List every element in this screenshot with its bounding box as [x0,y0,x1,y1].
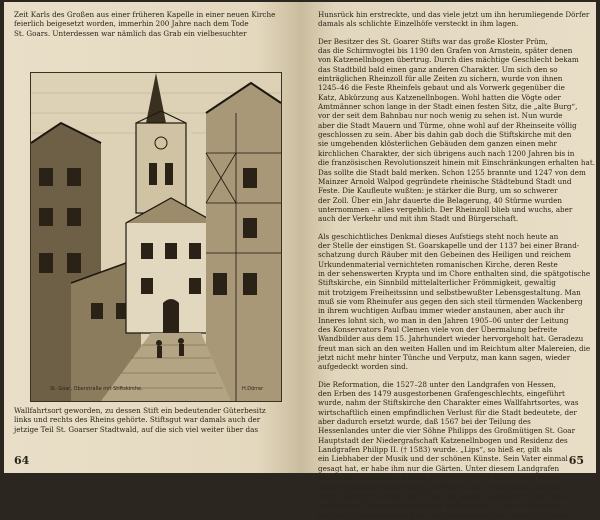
text-line: in der sehenswerten Krypta und im Chore enthalten sind, die spätgotische [318,268,591,278]
left-top-text [14,10,282,38]
text-line: vor der seit dem Bahnbau nur noch wenig zu sehen ist. Nun wurde [318,111,563,121]
text-line: den Erben des 1479 ausgestorbenen Grafengeschlechts, eingeführt [318,389,565,399]
text-line: auch der Verkehr und mit ihm Stadt und Bürgerschaft. [318,214,519,224]
text-line: Die Reformation, die 1527–28 unter den Landgrafen von Hessen, [318,379,556,389]
text-line: Feste. Die Kaufleute wußten: je stärker die Burg, um so schwerer [318,186,558,196]
text-line: das Stadtbild bald einen ganz anderen Charakter. Um sich den so [318,64,558,74]
text-line: Wandbilder aus dem 15. Jahrhundert wieder hervorgeholt hat. Geradezu [318,334,584,344]
text-line: Katz, Abkürzung aus Katzenellnbogen. Wohl hatten die Vögte oder [318,92,561,102]
page-number-left: 64 [14,454,30,467]
text-line: mit 40 Jahren ins Grab sank. Sein und seiner Gemahlin (†1609) Grab- [318,491,572,501]
artist-signature: H.Dörrer [242,386,264,392]
text-line: St. Goars. Unterdessen war nämlich das Grab ein vielbesuchter [14,28,247,38]
text-line: von Katzenellnbogen übertrug. Durch dies mächtige Geschlecht bekam [318,55,579,65]
text-line: Landgrafen Philipp II. († 1583) wurde. „Lips“, so hieß er, gilt als [318,445,553,455]
text-line [318,29,584,37]
text-line: aber dadurch ersetzt wurde, daß 1567 bei der Teilung des [318,417,531,427]
text-line: mit trotzigem Freiheitssinn und selbstbewußter Lebensgestaltung. Man [318,287,581,297]
text-line: der Stelle der einstigen St. Goarskapelle und der 1137 bei einer Brand- [318,240,580,250]
text-line: des Konservators Paul Clemen viele von der Übermalung befreite [318,325,558,334]
text-line: die französischen Revolutionszeit hinein mit Einschränkungen erhalten hat. [318,158,595,168]
text-line: Amtmänner schon lange in der Stadt einen festen Sitz, die „alte Burg“, [318,102,578,112]
text-line: wirtschaftlich einen empfindlichen Verlust für die Stadt bedeutete, der [318,407,577,417]
left-page [4,2,300,473]
text-line: feierlich beigesetzt worden, immerhin 200 Jahre nach dem Tode [14,19,249,29]
text-line: damals als schlichte Einzelhöfe versteckt in ihm lagen. [318,19,519,29]
text-line: unternommen – alles vergeblich. Der Rheinzoll blieb und wuchs, aber [318,204,573,214]
text-line: schatzung durch Räuber mit den Gebeinen des Heiligen und reichem [318,250,571,260]
text-line: links und rechts des Rheins gehörte. Stiftsgut war damals auch der [14,415,261,425]
text-line: Hunsrück hin erstreckte, und das viele jetzt um ihn herumliegende Dörfer [318,10,590,19]
text-line: einträglichen Rheinzoll für alle Zeiten zu sichern, wurde von ihnen [318,74,563,84]
text-line: einer der blühendsten Städte am Rhein, und der Rheinzoll brachte [318,482,562,492]
text-line: Zeit Karls des Großen aus einer früheren Kapelle in einer neuen Kirche [14,10,276,19]
right-body-text [318,10,595,520]
text-line: Inneres lohnt sich, wo man in den Jahren 1905–06 unter der Leitung [318,315,569,325]
text-line: Urkundenmaterial vernichteten romanischen Kirche, deren Reste [318,259,558,269]
text-line: jetzt nicht mehr hinter Tünche und Verputz, man kann sagen, wieder [318,353,571,363]
text-line: 1245–46 die Feste Rheinfels gebaut und als Vorwerk gegenüber die [318,83,565,93]
text-line: geschlossen zu sein. Aber bis dahin gab doch die Stiftskirche mit den [318,130,572,140]
text-line: sie umgebenden klösterlichen Gebäuden dem ganzen einen mehr [318,139,557,149]
text-line: jetzige Teil St. Goarser Stadtwald, auf die sich viel weiter über das [14,424,259,434]
right-page [300,2,596,520]
text-line: freut man sich an den weiten Hallen und im Reichtum alter Malereien, die [318,343,591,353]
text-line: das die Schirmvogtei bis 1190 den Grafen von Arnstein, später denen [318,46,573,56]
illustration-street-with-church [30,72,282,402]
text-line: wurde das Rheinfelser Schloß erweitert und St. Goar durch ihn zu [318,473,561,483]
text-line: Als geschichtliches Denkmal dieses Aufstiegs steht noch heute an [318,231,559,241]
text-line: kirchlichen Charakter, der sich übrigens auch nach 1200 Jahren bis in [318,148,575,158]
text-line: Hauptstadt der Niedergrafschaft Katzenellnbogen und Residenz des [318,435,568,445]
left-bottom-text [14,406,282,434]
text-line: Stiftskirche, ein Sinnbild mittelalterlicher Frömmigkeit, gewaltig [318,278,556,288]
text-line: in ihrem wuchtigen Aufbau immer wieder anstaunen, aber auch ihr [318,306,565,316]
text-line: Wallfahrtsort geworden, zu dessen Stift ein bedeutender Güterbesitz [14,406,266,415]
text-line: mal ist eine Sehenswürdigkeit der Stiftskirche. Es ist ein Denkmal [318,501,561,511]
book-spread [4,2,596,520]
text-line: Hessenlandes unter die vier Söhne Philipps des Großmütigen St. Goar [318,426,576,436]
text-line: Der Besitzer des St. Goarer Stifts war das große Kloster Prüm, [318,36,548,46]
figure-caption: St. Goar, Oberstraße mit Stiftskirche. [50,386,143,392]
text-line: aufgedeckt worden sind. [318,362,409,372]
text-line: aber die Stadt Mauern und Türme, ohne wohl auf der Rheinseite völlig [318,120,577,130]
text-line: gesagt hat, er habe ihm nur die Gärten. Unter diesem Landgrafen [318,463,560,473]
text-line: der Zoll. Über ein Jahr dauerte die Belagerung, 40 Stürme wurden [318,195,562,205]
text-line [318,224,584,232]
page-number-right: 65 [568,454,584,467]
text-line: muß sie vom Rheinufer aus gegen den sich steil türmenden Wackenberg [318,296,583,306]
text-line: wurde, nahm der Stiftskirche den Charakter eines Wallfahrtsortes, was [318,398,579,408]
text-line [318,372,584,380]
text-line: Mainzer Arnold Walpod gegründete rheinische Städtebund Stadt und [318,176,572,186]
text-line: bei der Wiederherstellung der Kirche neu errichtet; über 350 Einzel- [318,510,570,520]
text-line: ein Liebhaber der Musik und der schönen Künste. Sein Vater einmal [318,454,568,464]
text-line: Das sollte die Stadt bald merken. Schon 1255 brannte und 1247 von dem [318,167,586,177]
